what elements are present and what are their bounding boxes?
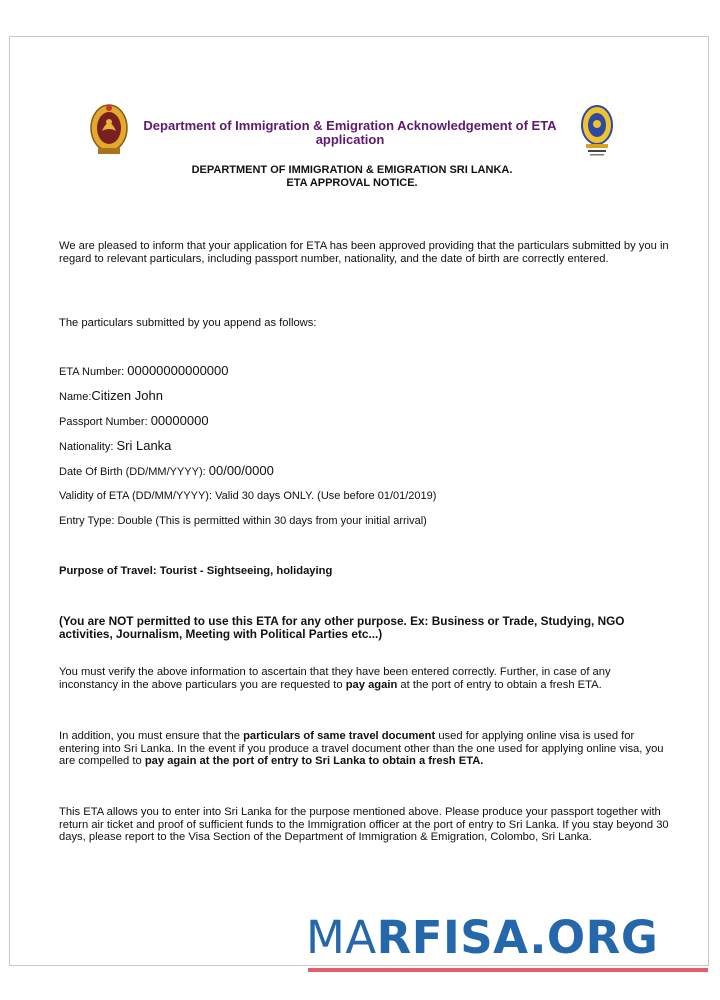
verify-emphasis: pay again	[345, 678, 398, 691]
watermark-part1: MA	[306, 911, 377, 964]
field-value: 00000000	[150, 413, 209, 428]
verify-text: You must verify the above information to ascertain that they have been entered correctly. Further, in case of any inconstancy in the above particulars you are requested to	[59, 666, 611, 691]
notice-heading-line1: DEPARTMENT OF IMMIGRATION & EMIGRATION SRI LANKA.	[191, 164, 513, 176]
verify-paragraph	[59, 666, 669, 691]
travel-doc-text-mid: used for applying online visa is used for entering into Sri Lanka. In the event if you produce a travel document other than the one used for applying online visa, you are compelled to	[59, 730, 664, 767]
field-eta-number	[59, 364, 229, 379]
sri-lanka-state-emblem-icon	[89, 103, 129, 159]
watermark-part3: .ORG	[529, 911, 659, 964]
field-name	[59, 389, 163, 404]
verify-text-end: at the port of entry to obtain a fresh ETA.	[397, 678, 602, 691]
field-value: Citizen John	[91, 388, 163, 403]
field-value: 00/00/0000	[208, 463, 274, 478]
field-label: Passport Number:	[59, 416, 151, 428]
field-entry-type: Entry Type: Double (This is permitted within 30 days from your initial arrival)	[59, 515, 427, 527]
immigration-emblem-icon	[578, 104, 616, 158]
travel-doc-text: In addition, you must ensure that the	[59, 730, 244, 742]
travel-doc-emphasis-end: pay again at the port of entry to Sri Lanka to obtain a fresh ETA.	[144, 755, 484, 767]
field-label: Date Of Birth (DD/MM/YYYY):	[59, 466, 209, 478]
notice-heading-line2: ETA APPROVAL NOTICE.	[286, 177, 418, 189]
field-label: ETA Number:	[59, 366, 128, 378]
watermark-part2: RFISA	[376, 911, 530, 964]
notice-heading	[60, 164, 644, 190]
document-title: Department of Immigration & Emigration Acknowledgement of ETA application	[143, 118, 557, 147]
intro-paragraph: We are pleased to inform that your application for ETA has been approved providing that the particulars submitted by you in regard to relevant particulars, including passport number, nationality, and the date of birth are correctly entered.	[59, 240, 669, 265]
purpose-warning: (You are NOT permitted to use this ETA for any other purpose. Ex: Business or Trade, Studying, NGO activities, Journalism, Meeting with Political Parties etc...)	[59, 614, 625, 641]
field-label: Name:	[59, 391, 92, 403]
field-value: 00000000000000	[127, 363, 229, 378]
watermark-text	[306, 912, 658, 964]
field-validity: Validity of ETA (DD/MM/YYYY): Valid 30 days ONLY. (Use before 01/01/2019)	[59, 490, 437, 502]
travel-doc-emphasis: particulars of same travel document	[243, 730, 436, 742]
field-passport-number	[59, 414, 209, 429]
purpose-of-travel: Purpose of Travel: Tourist - Sightseeing, holidaying	[59, 565, 333, 577]
field-value: Sri Lanka	[116, 438, 172, 453]
particulars-intro: The particulars submitted by you append as follows:	[59, 317, 317, 329]
marfisa-watermark	[306, 912, 710, 976]
field-nationality	[59, 439, 171, 454]
field-date-of-birth	[59, 464, 274, 479]
closing-paragraph: This ETA allows you to enter into Sri Lanka for the purpose mentioned above. Please produce your passport together with return air ticket and proof of sufficient funds to the Immigration officer at the port of entry to Sri Lanka. If you stay beyond 30 days, please report to the Visa Section of the Department of Immigration & Emigration, Colombo, Sri Lanka.	[59, 806, 669, 843]
watermark-underline	[308, 968, 708, 972]
travel-document-paragraph	[59, 730, 669, 768]
field-label: Nationality:	[59, 441, 117, 453]
